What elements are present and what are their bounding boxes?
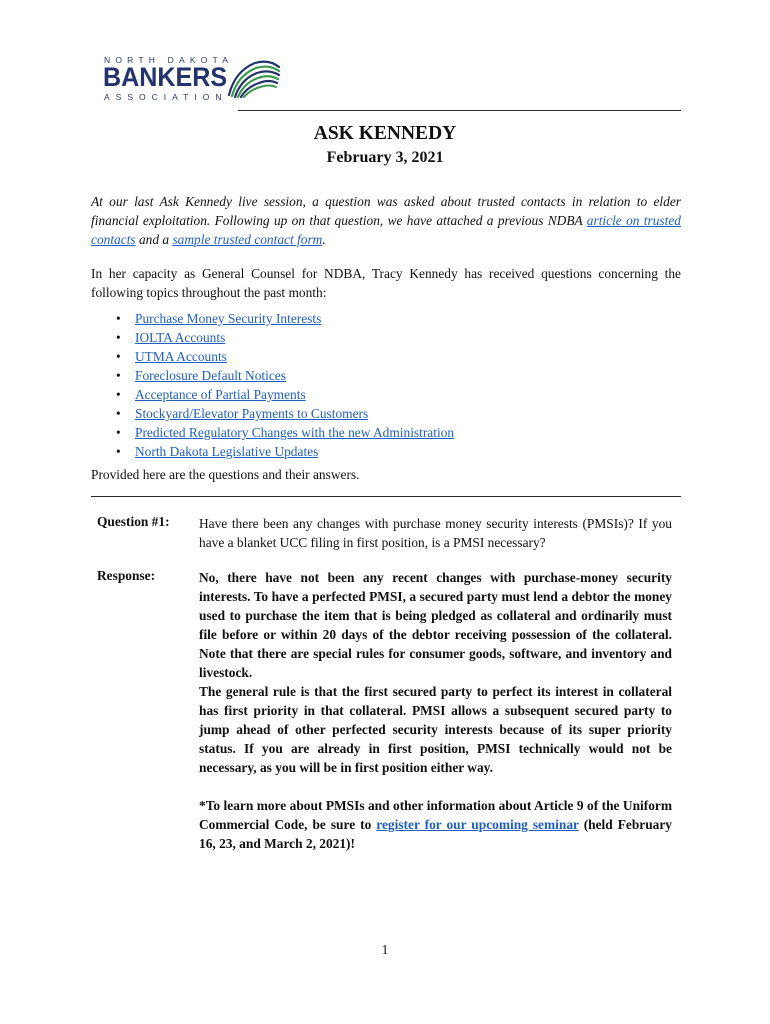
response-paragraph-1: No, there have not been any recent changes with purchase-money security interests. To have a perfected PMSI, a secured party must lend a debtor the money used to purchase the item that is being pledged as collateral and ordinarily must file before or within 20 days of the debtor receiving possession of the collateral. Note that there are special rules for consumer goods, software, and inventory and livestock. [199, 570, 672, 680]
intro-text-3: . [322, 232, 326, 247]
topic-link-foreclosure[interactable]: Foreclosure Default Notices [135, 368, 286, 383]
intro-text-2: and a [135, 232, 173, 247]
response-label: Response: [97, 568, 156, 583]
logo-top-line: NORTH DAKOTA [104, 55, 234, 65]
topic-link-legislative[interactable]: North Dakota Legislative Updates [135, 444, 319, 459]
topic-link-regulatory[interactable]: Predicted Regulatory Changes with the new Administration [135, 425, 455, 440]
intro-paragraph [91, 192, 681, 249]
intro-text-1: At our last Ask Kennedy live session, a question was asked about trusted contacts in relation to elder financial exploitation. Following up on that question, we have attached a previous NDBA [91, 194, 681, 228]
question-label: Question #1: [97, 514, 170, 529]
topic-link-stockyard[interactable]: Stockyard/Elevator Payments to Customers [135, 406, 369, 421]
seminar-text-2: (held February 16, 23, and March 2, 2021)! [199, 817, 672, 851]
logo-main-text: BANKERS [103, 62, 228, 92]
list-item [91, 442, 454, 461]
seminar-text-1: *To learn more about PMSIs and other information about Article 9 of the Uniform Commercial Code, be sure to [199, 798, 672, 832]
section-divider [91, 496, 681, 497]
capacity-paragraph: In her capacity as General Counsel for NDBA, Tracy Kennedy has received questions concerning the following topics throughout the past month: [91, 266, 681, 300]
bullet-icon: • [116, 349, 121, 364]
ndba-logo [103, 55, 293, 103]
response-paragraph-2: The general rule is that the first secured party to perfect its interest in collateral has first priority in that collateral. PMSI allows a subsequent secured party to jump ahead of other perfected security interests because of its super priority status. If you are already in first position, PMSI technically would not be necessary, as you will be in first position either way. [199, 684, 672, 775]
seminar-register-link[interactable]: register for our upcoming seminar [376, 817, 579, 832]
topic-list [91, 309, 454, 461]
page-number: 1 [381, 942, 389, 957]
topic-link-partial-payments[interactable]: Acceptance of Partial Payments [135, 387, 306, 402]
ndba-swoosh-icon [225, 57, 283, 99]
list-item [91, 423, 454, 442]
page-title: ASK KENNEDY [313, 123, 457, 144]
bullet-icon: • [116, 387, 121, 402]
bullet-icon: • [116, 425, 121, 440]
list-item [91, 385, 454, 404]
topic-link-iolta[interactable]: IOLTA Accounts [135, 330, 226, 345]
list-item [91, 404, 454, 423]
list-item [91, 328, 454, 347]
topic-link-pmsi[interactable]: Purchase Money Security Interests [135, 311, 322, 326]
header-divider [238, 110, 681, 111]
bullet-icon: • [116, 368, 121, 383]
provided-paragraph: Provided here are the questions and their answers. [91, 467, 360, 482]
bullet-icon: • [116, 311, 121, 326]
list-item [91, 347, 454, 366]
list-item [91, 309, 454, 328]
bullet-icon: • [116, 406, 121, 421]
list-item [91, 366, 454, 385]
question-text: Have there been any changes with purchase money security interests (PMSIs)? If you have a blanket UCC filing in first position, is a PMSI necessary? [199, 516, 672, 550]
trusted-contacts-article-link[interactable]: article on trusted contacts [91, 213, 681, 247]
trusted-contact-form-link[interactable]: sample trusted contact form [172, 232, 323, 247]
topic-link-utma[interactable]: UTMA Accounts [135, 349, 227, 364]
bullet-icon: • [116, 330, 121, 345]
response-paragraph-3 [199, 796, 672, 853]
logo-bottom-line: ASSOCIATION [104, 92, 228, 102]
page-date: February 3, 2021 [326, 149, 444, 166]
bullet-icon: • [116, 444, 121, 459]
